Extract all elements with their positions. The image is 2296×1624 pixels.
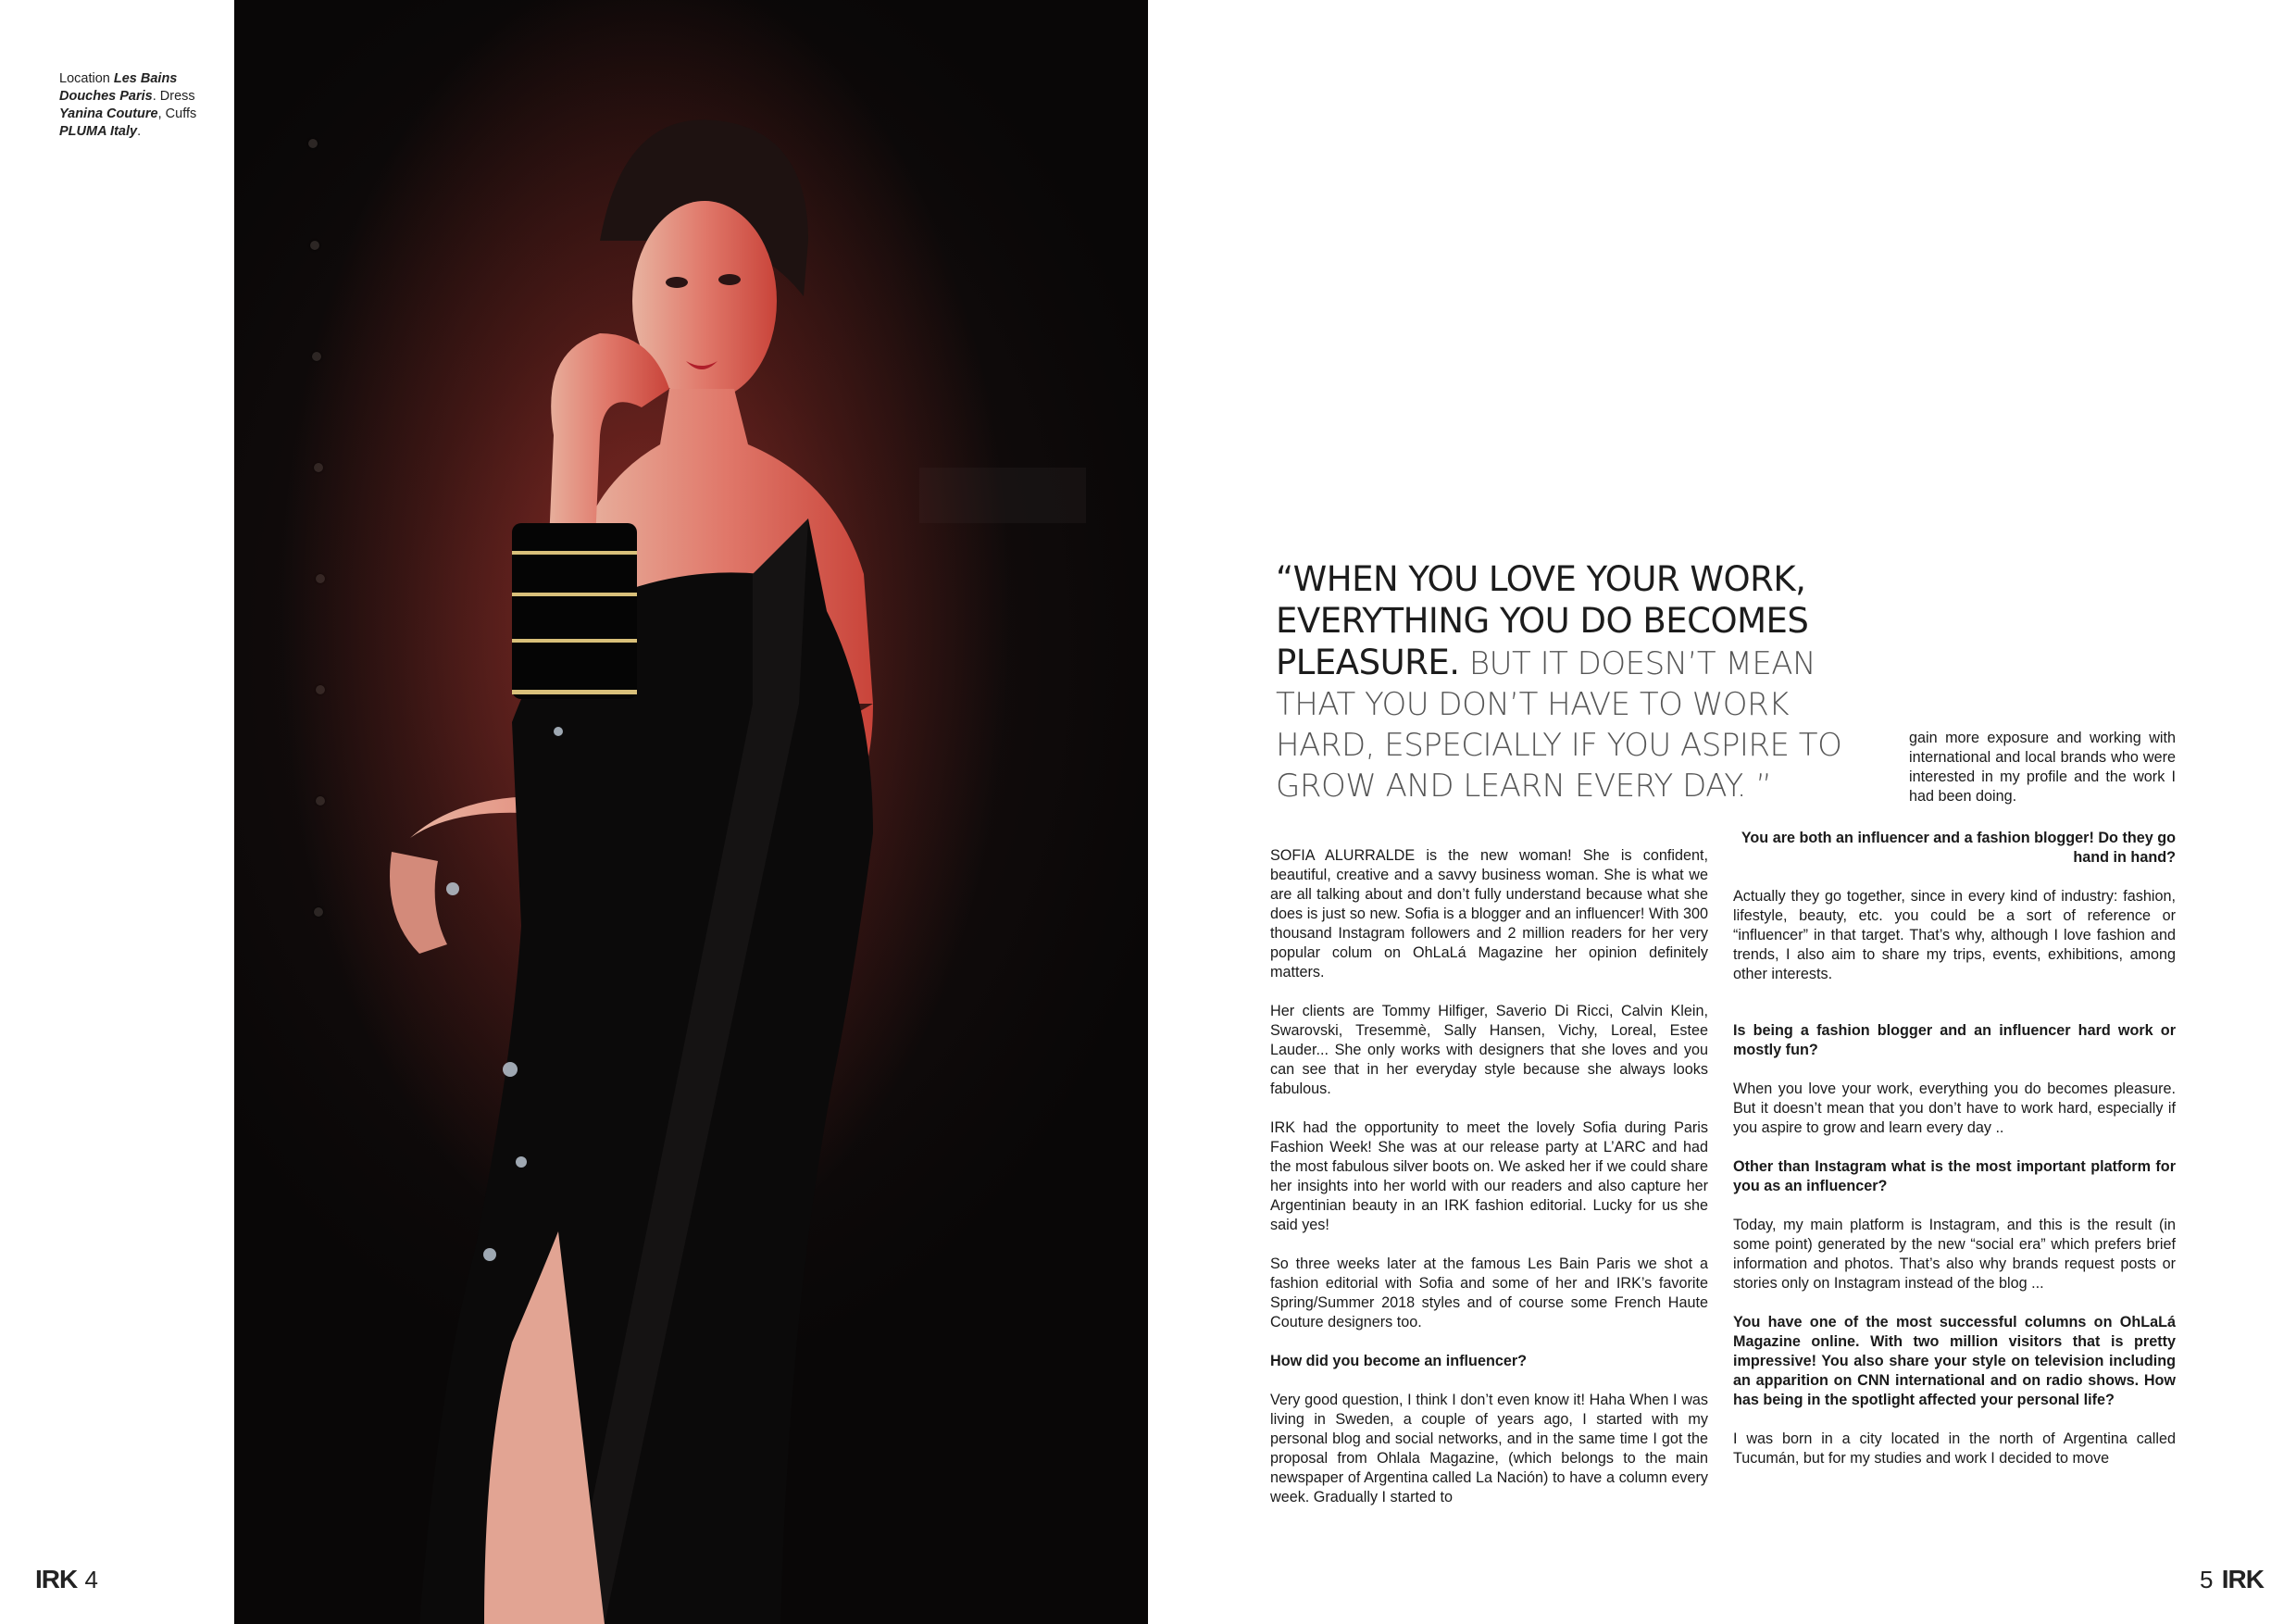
clients-paragraph: Her clients are Tommy Hilfiger, Saverio Di Ricci, Calvin Klein, Swarovski, Tresemmè, Sally Hansen, Vichy, Loreal, Estee Lauder... She only works with designers that she loves and you can see that in her everyday style because she always looks fabulous. [1270, 1003, 1708, 1097]
article-column-2-continuation: gain more exposure and working with international and local brands who were interested in my profile and the work I had been doing. [1909, 730, 2176, 805]
caption-cuffs: PLUMA Italy [59, 124, 138, 139]
shoot-paragraph: So three weeks later at the famous Les Bain Paris we shot a fashion editorial with Sofia and some of her and IRK’s favorite Spring/Summer 2018 styles and of course some French Haute Couture designers too. [1270, 1255, 1708, 1330]
question-5: You have one of the most successful columns on OhLaLá Magazine online. With two million visitors that is pretty impressive! You also share your style on television including an apparition on CNN international and on radio shows. How has being in the spotlight affected your personal life? [1733, 1314, 2176, 1408]
article-column-1 [1270, 846, 1708, 1527]
caption-suffix: . [137, 124, 142, 139]
paris-paragraph: IRK had the opportunity to meet the lovely Sofia during Paris Fashion Week! She was at our release party at L’ARC and had the most fabulous silver boots on. We asked her if we could share her insights into her world with our readers and also capture her Argentinian beauty in an IRK fashion editorial. Lucky for us she said yes! [1270, 1119, 1708, 1233]
question-3: Is being a fashion blogger and an influencer hard work or mostly fun? [1733, 1022, 2176, 1058]
question-4: Other than Instagram what is the most important platform for you as an influencer? [1733, 1158, 2176, 1194]
answer-5: I was born in a city located in the north of Argentina called Tucumán, but for my studies and work I decided to move [1733, 1430, 2176, 1467]
caption-dress-prefix: . Dress [152, 89, 195, 104]
left-page-number: 4 [84, 1566, 99, 1593]
answer-1: Very good question, I think I don’t even know it! Haha When I was living in Sweden, a couple of years ago, I started with my personal blog and social networks, and in the same time I got the proposal from Ohlala Magazine, (which belongs to the main newspaper of Argentina called La Nación) to have a column every week. Gradually I started to [1270, 1392, 1708, 1505]
question-1: How did you become an influencer? [1270, 1353, 1528, 1369]
page-number-left [35, 1565, 99, 1594]
question-2: You are both an influencer and a fashion blogger! Do they go hand in hand? [1741, 830, 2176, 866]
irk-logo-right: IRK [2221, 1565, 2264, 1593]
model-figure [234, 0, 1148, 1624]
caption-location: Les Bains Douches Paris [59, 71, 178, 104]
caption-prefix: Location [59, 71, 114, 86]
cuffs [512, 523, 637, 699]
page-number-right [2200, 1565, 2264, 1594]
answer-4: Today, my main platform is Instagram, and this is the result (in some point) generated by the new “social era” which prefers brief information and photos. That’s also why brands request posts or stories only on Instagram instead of the blog ... [1733, 1217, 2176, 1292]
answer-2: Actually they go together, since in every kind of industry: fashion, lifestyle, beauty, etc. you could be a sort of reference or “influencer” in that target. That’s why, although I love fashion and trends, I also aim to share my trips, events, exhibitions, among other interests. [1733, 888, 2176, 982]
article-column-2 [1733, 829, 2176, 1488]
pull-quote [1276, 558, 1878, 806]
intro-paragraph: SOFIA ALURRALDE is the new woman! She is confident, beautiful, creative and a savvy business woman. She is what we are all talking about and don’t fully understand because what she does is just so new. Sofia is a blogger and an influencer! With 300 thousand Instagram followers and 2 million readers for her very popular colum on OhLaLá Magazine her opinion definitely matters. [1270, 847, 1708, 981]
pull-quote-strong: “WHEN YOU LOVE YOUR WORK, EVERYTHING YOU DO BECOMES PLEASURE. [1276, 559, 1809, 682]
caption-dress: Yanina Couture [59, 106, 158, 121]
caption-cuffs-prefix: , Cuffs [157, 106, 197, 121]
pull-quote-light: BUT IT DOESN’T MEAN THAT YOU DON’T HAVE TO WORK HARD, ESPECIALLY IF YOU ASPIRE TO GROW AND LEARN EVERY DAY. ” [1276, 645, 1842, 805]
answer-3: When you love your work, everything you do becomes pleasure. But it doesn’t mean that you don’t have to work hard, especially if you aspire to grow and learn every day .. [1733, 1081, 2176, 1136]
editorial-photo [234, 0, 1148, 1624]
photo-caption [59, 70, 217, 141]
right-page-number: 5 [2200, 1566, 2215, 1593]
irk-logo-left: IRK [35, 1565, 78, 1593]
